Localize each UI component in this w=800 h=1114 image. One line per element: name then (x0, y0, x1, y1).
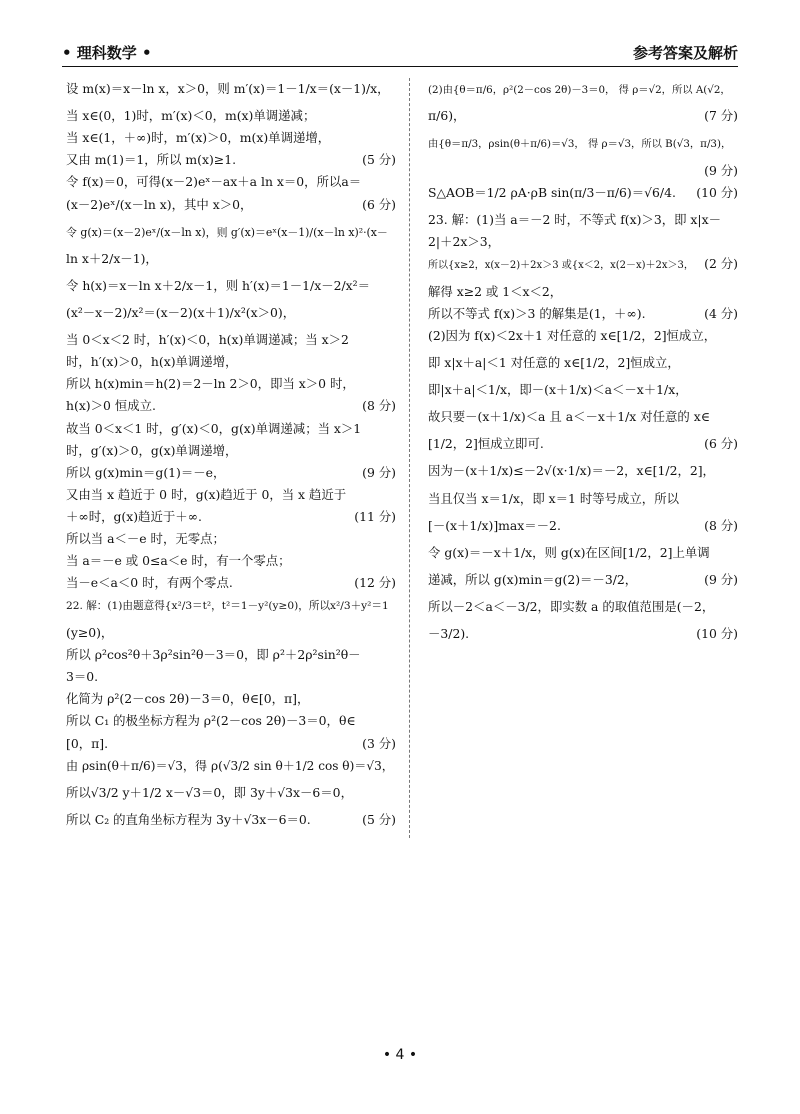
solution-line-text: 令 g(x)＝－x＋1/x，则 g(x)在区间[1/2，2]上单调 (428, 544, 710, 560)
solution-line-text: 当－e＜a＜0 时，有两个零点. (66, 575, 233, 591)
solution-line (66, 464, 396, 481)
solution-line-text: π/6)， (428, 108, 466, 124)
solution-line-text: 所以{x≥2，x(x－2)＋2x＞3 或{x＜2，x(2－x)＋2x＞3， (428, 259, 694, 271)
score-label: (9 分) (362, 464, 396, 480)
solution-line (428, 305, 738, 322)
score-label: (5 分) (362, 812, 396, 828)
score-label: (10 分) (696, 184, 738, 200)
solution-line (428, 462, 738, 479)
solution-line (66, 624, 396, 641)
solution-line-text: 当 0＜x＜2 时，h′(x)＜0，h(x)单调递减；当 x＞2 (66, 332, 349, 348)
solution-line (66, 508, 396, 525)
solution-line (428, 107, 738, 124)
solution-line-text: 所以√3/2 y＋1/2 x－√3＝0，即 3y＋√3x－6＝0， (66, 785, 353, 801)
subject-title: • 理科数学 • (62, 44, 152, 62)
solution-line-text: 时，h′(x)＞0，h(x)单调递增， (66, 354, 238, 370)
score-label: (3 分) (362, 735, 396, 751)
solution-line-text: 解得 x≥2 或 1＜x＜2， (428, 283, 563, 299)
solution-line-text: S△AOB＝1/2 ρA·ρB sin(π/3－π/6)＝√6/4. (428, 184, 676, 200)
solution-line (66, 668, 396, 685)
score-label: (6 分) (704, 436, 738, 452)
page-header (62, 40, 738, 66)
solution-line (428, 80, 738, 97)
solution-line (66, 107, 396, 124)
solution-line-text: 设 m(x)＝x－ln x，x＞0，则 m′(x)＝1－1/x＝(x－1)/x， (66, 81, 390, 96)
solution-line-text: 当 x∈(0，1)时，m′(x)＜0，m(x)单调递减； (66, 108, 316, 124)
header-rule (62, 66, 738, 67)
solution-line-text: ＋∞时，g(x)趋近于＋∞. (66, 508, 202, 524)
solution-line-text: 22. 解：(1)由题意得{x²/3＝t²，t²＝1－y²(y≥0)，所以x²/3＋y²＝1 (66, 600, 389, 613)
solution-line (428, 517, 738, 534)
solution-line-text: 所以不等式 f(x)＞3 的解集是(1，＋∞). (428, 305, 646, 321)
solution-line-text: 令 f(x)＝0，可得(x－2)eˣ－ax＋a ln x＝0，所以a＝ (66, 174, 362, 190)
score-label: (7 分) (704, 108, 738, 124)
solution-line-text: 23. 解：(1)当 a＝－2 时，不等式 f(x)＞3，即 x|x－ (428, 211, 721, 227)
solution-line-text: 所以 g(x)min＝g(1)＝－e， (66, 464, 226, 480)
solution-line (428, 134, 738, 151)
solution-line-text: －3/2). (428, 626, 470, 642)
solution-line-text: 所以 h(x)min＝h(2)＝2－ln 2＞0，即当 x＞0 时， (66, 376, 355, 392)
solution-line (428, 283, 738, 300)
solution-line (428, 184, 738, 201)
left-column (66, 80, 396, 834)
solution-line-text: h(x)＞0 恒成立. (66, 398, 156, 414)
column-divider (409, 78, 410, 838)
solution-line-text: 所以 C₁ 的极坐标方程为 ρ²(2－cos 2θ)－3＝0，θ∈ (66, 713, 356, 729)
solution-line-text: 由 ρsin(θ＋π/6)＝√3，得 ρ(√3/2 sin θ＋1/2 cos θ)＝√3， (66, 758, 394, 773)
solution-line-text: 又由 m(1)＝1，所以 m(x)≥1. (66, 152, 237, 168)
solution-line-text: (x²－x－2)/x²＝(x－2)(x＋1)/x²(x＞0)， (66, 304, 296, 320)
solution-line (66, 784, 396, 801)
solution-line (66, 80, 396, 97)
solution-line (66, 304, 396, 321)
score-label: (2 分) (704, 255, 738, 271)
solution-line-text: 即|x＋a|＜1/x，即－(x＋1/x)＜a＜－x＋1/x， (428, 382, 688, 398)
solution-line (66, 250, 396, 267)
solution-line (66, 811, 396, 828)
score-label: (11 分) (354, 508, 396, 524)
score-label: (9 分) (704, 571, 738, 587)
solution-line-text: 所以 C₂ 的直角坐标方程为 3y＋√3x－6＝0. (66, 812, 311, 828)
solution-line (66, 331, 396, 348)
page-number: • 4 • (382, 1047, 418, 1063)
score-label: (5 分) (362, 152, 396, 168)
solution-line (66, 574, 396, 591)
solution-line-text: 令 g(x)＝(x－2)eˣ/(x－ln x)，则 g′(x)＝eˣ(x－1)/(x－ln x)²·(x－ (66, 225, 388, 239)
solution-line-text: [－(x＋1/x)]max＝－2. (428, 517, 561, 533)
solution-line (66, 690, 396, 707)
solution-line (66, 173, 396, 190)
solution-line (66, 375, 396, 392)
solution-line-text: 所以－2＜a＜－3/2，即实数 a 的取值范围是(－2， (428, 598, 715, 614)
solution-line-text: 2|＋2x＞3， (428, 233, 500, 249)
solution-line-text: 时，g′(x)＞0，g(x)单调递增， (66, 442, 238, 458)
solution-line (66, 486, 396, 503)
solution-line (428, 490, 738, 507)
solution-line-text: (x－2)eˣ/(x－ln x)，其中 x＞0， (66, 196, 253, 212)
solution-line (428, 354, 738, 371)
solution-line-text: (2)由{θ＝π/6，ρ²(2－cos 2θ)－3＝0， 得 ρ＝√2，所以 A(√2， (428, 84, 731, 96)
score-label: (4 分) (704, 305, 738, 321)
solution-line (428, 255, 738, 273)
solution-line (428, 327, 738, 344)
solution-line (66, 442, 396, 459)
right-column (428, 80, 738, 652)
solution-line-text: 当且仅当 x＝1/x，即 x＝1 时等号成立，所以 (428, 490, 679, 506)
solution-line (66, 735, 396, 752)
solution-line (66, 646, 396, 663)
solution-line (428, 211, 738, 228)
score-label: (8 分) (704, 517, 738, 533)
solution-line (428, 162, 738, 179)
solution-line (66, 757, 396, 775)
solution-line-text: ln x＋2/x－1)， (66, 250, 158, 266)
solution-line (428, 544, 738, 561)
section-title: 参考答案及解析 (632, 44, 738, 62)
solution-line (428, 435, 738, 452)
solution-line (66, 596, 396, 614)
solution-line-text: 故当 0＜x＜1 时，g′(x)＜0，g(x)单调递减；当 x＞1 (66, 420, 362, 436)
solution-line-text: 3＝0. (66, 669, 99, 685)
solution-line-text: (2)因为 f(x)＜2x＋1 对任意的 x∈[1/2，2]恒成立， (428, 327, 717, 343)
solution-line-text: 故只要－(x＋1/x)＜a 且 a＜－x＋1/x 对任意的 x∈ (428, 409, 710, 425)
solution-line (66, 712, 396, 729)
solution-line-text: 即 x|x＋a|＜1 对任意的 x∈[1/2，2]恒成立， (428, 354, 680, 370)
solution-line-text: 化简为 ρ²(2－cos 2θ)－3＝0，θ∈[0，π]， (66, 691, 310, 707)
solution-line (66, 151, 396, 168)
solution-line (66, 196, 396, 213)
solution-line-text: 又由当 x 趋近于 0 时，g(x)趋近于 0，当 x 趋近于 (66, 486, 347, 502)
solution-line (66, 277, 396, 294)
solution-line (66, 397, 396, 414)
solution-line (66, 420, 396, 437)
solution-line (428, 598, 738, 615)
solution-line (66, 552, 396, 569)
solution-line (428, 233, 738, 250)
solution-line-text: [0，π]. (66, 735, 109, 751)
solution-line-text: 当 a＝－e 或 0≤a＜e 时，有一个零点； (66, 553, 291, 569)
score-label: (12 分) (354, 575, 396, 591)
score-label: (6 分) (362, 196, 396, 212)
score-label: (8 分) (362, 398, 396, 414)
score-label: (10 分) (696, 626, 738, 642)
solution-line (66, 530, 396, 547)
solution-line-text: 所以 ρ²cos²θ＋3ρ²sin²θ－3＝0，即 ρ²＋2ρ²sin²θ－ (66, 647, 361, 663)
solution-line (428, 408, 738, 425)
solution-line (66, 129, 396, 146)
solution-line-text: [1/2，2]恒成立即可. (428, 436, 544, 452)
solution-line-text: 令 h(x)＝x－ln x＋2/x－1，则 h′(x)＝1－1/x－2/x²＝ (66, 277, 370, 293)
solution-line-text: 递减，所以 g(x)min＝g(2)＝－3/2， (428, 571, 638, 587)
solution-line (66, 223, 396, 240)
score-label: (9 分) (704, 162, 738, 178)
solution-line (66, 353, 396, 370)
solution-line-text: 当 x∈(1，＋∞)时，m′(x)＞0，m(x)单调递增， (66, 130, 331, 146)
solution-line (428, 571, 738, 588)
solution-line (428, 625, 738, 642)
solution-line-text: 由{θ＝π/3，ρsin(θ＋π/6)＝√3， 得 ρ＝√3，所以 B(√3，π/3)， (428, 138, 732, 151)
solution-line-text: 所以当 a＜－e 时，无零点； (66, 531, 225, 547)
solution-line-text: 因为－(x＋1/x)≤－2√(x·1/x)＝－2，x∈[1/2，2]， (428, 463, 715, 479)
solution-line (428, 381, 738, 398)
solution-line-text: (y≥0)， (66, 625, 114, 641)
